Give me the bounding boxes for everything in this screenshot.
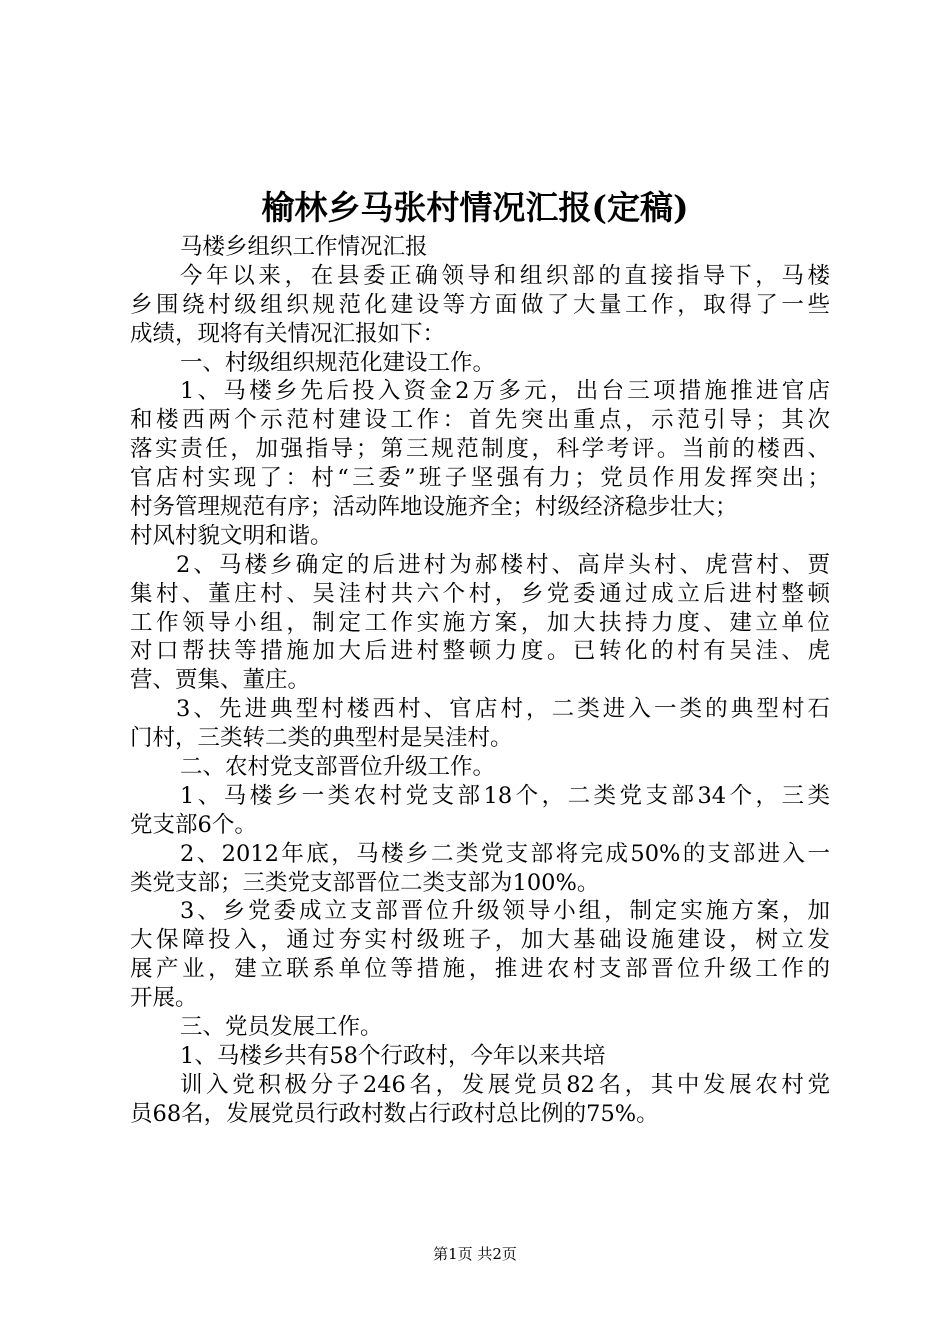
paragraph-line: 大保障投入，通过夯实村级班子，加大基础设施建设，树立发	[130, 927, 830, 954]
paragraph-line: 1、马楼乡先后投入资金2万多元，出台三项措施推进官店	[180, 378, 830, 405]
page-footer: 第1页 共2页	[433, 1245, 517, 1263]
paragraph-line: 门村，三类转二类的典型村是吴洼村。	[130, 725, 513, 752]
paragraph-line: 训入党积极分子246名，发展党员82名，其中发展农村党	[180, 1071, 830, 1098]
paragraph-line: 今年以来，在县委正确领导和组织部的直接指导下，马楼	[180, 262, 830, 289]
paragraph-line: 党支部6个。	[130, 811, 257, 838]
document-body	[130, 233, 830, 1129]
paragraph-line: 员68名，发展党员行政村数占行政村总比例的75%。	[130, 1100, 659, 1127]
paragraph-line: 2、2012年底，马楼乡二类党支部将完成50%的支部进入一	[180, 840, 830, 867]
paragraph-line: 集村、董庄村、吴洼村共六个村，乡党委通过成立后进村整顿	[130, 580, 830, 607]
paragraph-line: 村务管理规范有序；活动阵地设施齐全；村级经济稳步壮大；	[130, 494, 738, 521]
paragraph-line: 官店村实现了：村“三委”班子坚强有力；党员作用发挥突出；	[130, 465, 830, 492]
paragraph-line: 开展。	[130, 985, 198, 1012]
paragraph-line: 乡围绕村级组织规范化建设等方面做了大量工作，取得了一些	[130, 291, 830, 318]
paragraph-line: 类党支部；三类党支部晋位二类支部为100%。	[130, 869, 600, 896]
paragraph-line: 1、马楼乡共有58个行政村，今年以来共培	[180, 1042, 606, 1069]
section-heading: 三、党员发展工作。	[180, 1014, 383, 1041]
paragraph-line: 对口帮扶等措施加大后进村整顿力度。已转化的村有吴洼、虎	[130, 638, 830, 665]
paragraph-line: 落实责任，加强指导；第三规范制度，科学考评。当前的楼西、	[130, 436, 830, 463]
paragraph-line: 马楼乡组织工作情况汇报	[180, 234, 428, 260]
paragraph-line: 和楼西两个示范村建设工作：首先突出重点，示范引导；其次	[130, 407, 830, 434]
paragraph-line: 村风村貌文明和谐。	[130, 522, 333, 549]
paragraph-line: 2、马楼乡确定的后进村为郝楼村、高岸头村、虎营村、贾	[176, 551, 830, 578]
document-title: 榆林乡马张村情况汇报(定稿)	[261, 188, 689, 227]
paragraph-line: 3、乡党委成立支部晋位升级领导小组，制定实施方案，加	[180, 898, 830, 925]
paragraph-line: 成绩，现将有关情况汇报如下：	[130, 320, 446, 347]
section-heading: 一、村级组织规范化建设工作。	[180, 349, 496, 376]
paragraph-line: 工作领导小组，制定工作实施方案，加大扶持力度、建立单位	[130, 609, 830, 636]
paragraph-line: 展产业，建立联系单位等措施，推进农村支部晋位升级工作的	[130, 956, 830, 983]
paragraph-line: 1、马楼乡一类农村党支部18个，二类党支部34个，三类	[180, 782, 830, 809]
paragraph-line: 3、先进典型村楼西村、官店村，二类进入一类的典型村石	[176, 696, 830, 723]
section-heading: 二、农村党支部晋位升级工作。	[180, 754, 496, 781]
paragraph-line: 营、贾集、董庄。	[130, 667, 311, 694]
